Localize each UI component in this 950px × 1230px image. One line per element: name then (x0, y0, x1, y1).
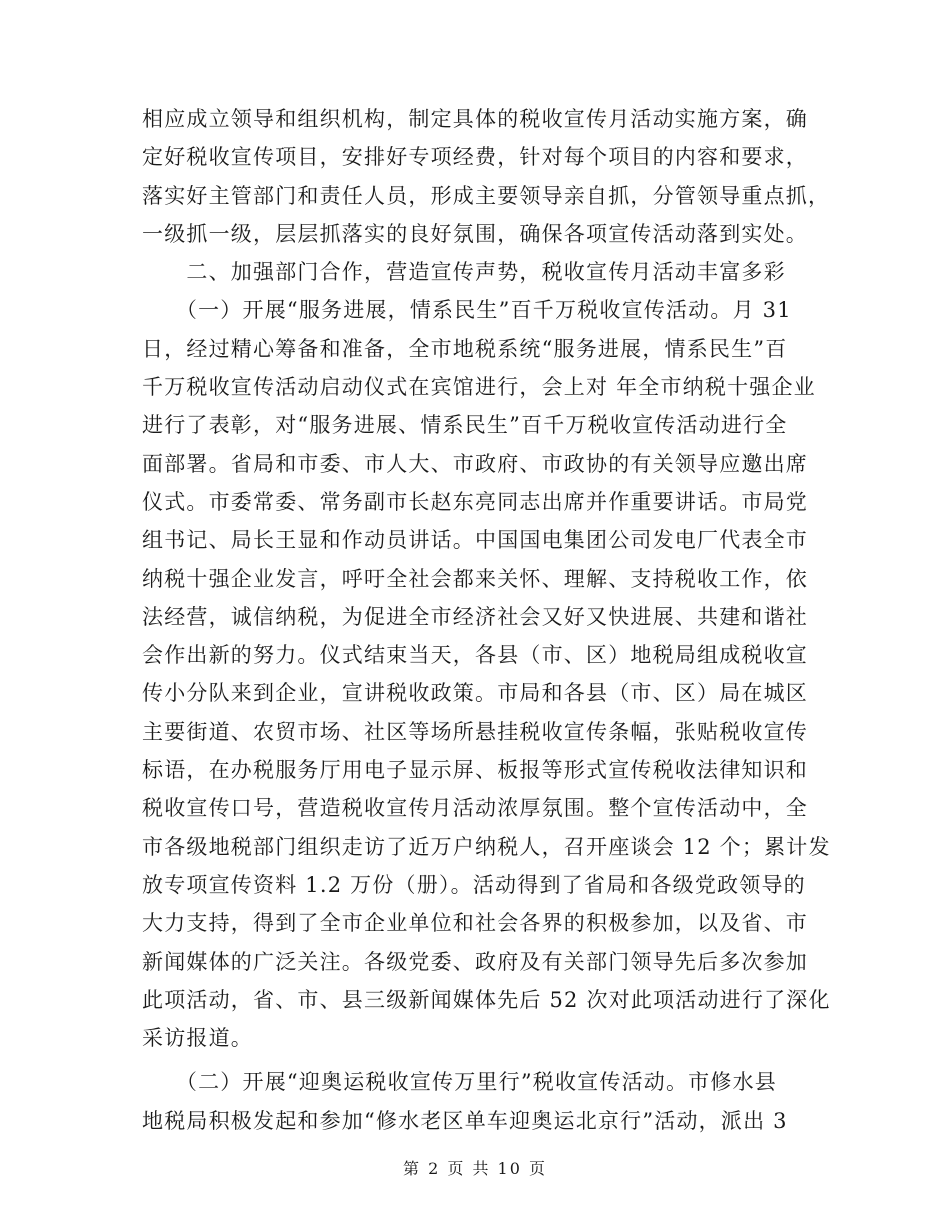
text-line: 此项活动，省、市、县三级新闻媒体先后 52 次对此项活动进行了深化 (142, 987, 831, 1012)
text-line: 传小分队来到企业，宣讲税收政策。市局和各县（市、区）局在城区 (142, 681, 808, 706)
text-line: 组书记、局长王显和作动员讲话。中国国电集团公司发电厂代表全市 (142, 528, 808, 553)
text-line: 主要街道、农贸市场、社区等场所悬挂税收宣传条幅，张贴税收宣传 (142, 719, 808, 744)
text-line: 放专项宣传资料 1.2 万份（册）。活动得到了省局和各级党政领导的 (142, 872, 806, 897)
text-line: 市各级地税部门组织走访了近万户纳税人，召开座谈会 12 个；累计发 (142, 834, 831, 859)
text-line: 面部署。省局和市委、市人大、市政府、市政协的有关领导应邀出席 (142, 451, 808, 476)
document-body (142, 100, 831, 1140)
text-line: 标语，在办税服务厅用电子显示屏、板报等形式宣传税收法律知识和 (142, 758, 808, 783)
text-line: 采访报道。 (142, 1026, 253, 1051)
text-line: 税收宣传口号，营造税收宣传月活动浓厚氛围。整个宣传活动中，全 (142, 796, 808, 821)
text-line: 定好税收宣传项目，安排好专项经费，针对每个项目的内容和要求， (142, 145, 808, 170)
text-line: 法经营，诚信纳税，为促进全市经济社会又好又快进展、共建和谐社 (142, 604, 808, 629)
text-line: 相应成立领导和组织机构，制定具体的税收宣传月活动实施方案，确 (142, 107, 808, 131)
text-line: 大力支持，得到了全市企业单位和社会各界的积极参加，以及省、市 (142, 911, 808, 936)
text-line: 一级抓一级，层层抓落实的良好氛围，确保各项宣传活动落到实处。 (142, 221, 808, 246)
section-heading: 二、加强部门合作，营造宣传声势，税收宣传月活动丰富多彩 (142, 260, 786, 285)
text-line: 日，经过精心筹备和准备，全市地税系统“服务进展，情系民生”百 (142, 336, 788, 361)
text-line: （一）开展“服务进展，情系民生”百千万税收宣传活动。月 31 (142, 298, 792, 323)
text-line: 仪式。市委常委、常务副市长赵东亮同志出席并作重要讲话。市局党 (142, 489, 808, 514)
text-line: 进行了表彰，对“服务进展、情系民生”百千万税收宣传活动进行全 (142, 413, 788, 438)
page-number: 第 2 页 共 10 页 (403, 1159, 547, 1178)
text-line: （二）开展“迎奥运税收宣传万里行”税收宣传活动。市修水县 (142, 1070, 777, 1095)
text-line: 会作出新的努力。仪式结束当天，各县（市、区）地税局组成税收宣 (142, 643, 808, 668)
text-line: 新闻媒体的广泛关注。各级党委、政府及有关部门领导先后多次参加 (142, 949, 808, 974)
text-line: 纳税十强企业发言，呼吁全社会都来关怀、理解、支持税收工作，依 (142, 566, 808, 591)
text-line: 地税局积极发起和参加“修水老区单车迎奥运北京行”活动，派出 3 (142, 1108, 788, 1133)
text-line: 落实好主管部门和责任人员，形成主要领导亲自抓，分管领导重点抓， (142, 183, 831, 208)
text-line: 千万税收宣传活动启动仪式在宾馆进行，会上对 年全市纳税十强企业 (142, 375, 816, 400)
